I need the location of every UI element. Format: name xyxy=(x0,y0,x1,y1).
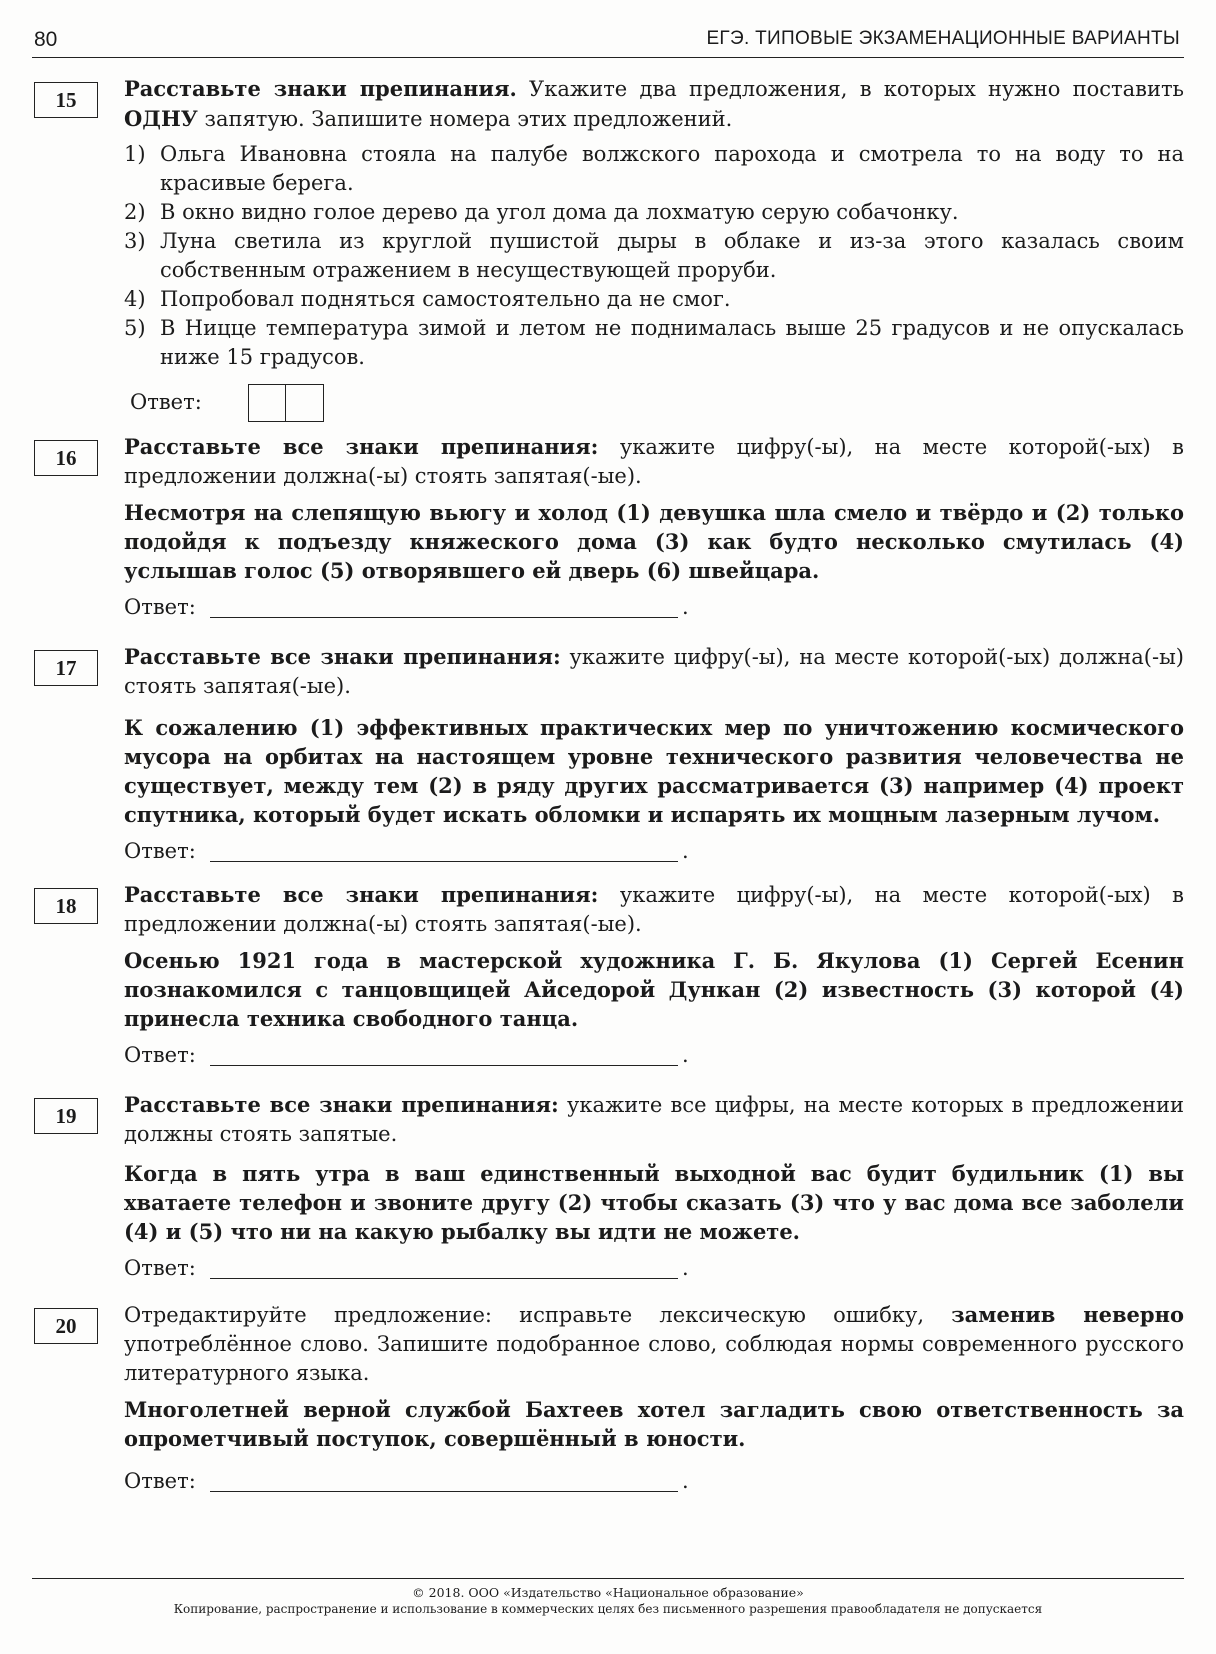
page-header xyxy=(32,22,1184,56)
footer-copyright: © 2018. ООО «Издательство «Национальное образование» xyxy=(412,1585,804,1600)
option-text: Попробовал подняться самостоятельно да не смог. xyxy=(160,287,731,311)
task-instruction xyxy=(124,1090,1184,1149)
footer-rule xyxy=(32,1578,1184,1579)
option-number: 2) xyxy=(124,200,146,224)
answer-box-divider xyxy=(285,385,286,421)
answer-line[interactable] xyxy=(210,1065,678,1066)
page-number: 80 xyxy=(34,28,58,51)
task-body xyxy=(124,74,1184,424)
instruction-text: укажите все цифры, на месте которых в предложении должны стоять запятые. xyxy=(124,1093,1184,1146)
instruction-text: укажите цифру(-ы), на месте которой(-ых) в предложении должна(-ы) стоять запятая(-ые). xyxy=(124,883,1184,936)
answer-boxes[interactable] xyxy=(248,384,324,422)
footer-notice: Копирование, распространение и использование в коммерческих целях без письменного разрешения правообладателя не допускается xyxy=(173,1602,1043,1616)
task-body xyxy=(124,642,1184,867)
task-body xyxy=(124,1090,1184,1284)
task-instruction xyxy=(124,642,1184,701)
options-list xyxy=(124,140,1184,372)
option-item xyxy=(124,227,1184,285)
answer-row xyxy=(124,837,1184,867)
answer-label: Ответ: xyxy=(130,390,202,414)
answer-line[interactable] xyxy=(210,1278,678,1279)
task-body xyxy=(124,1300,1184,1497)
option-text: Луна светила из круглой пушистой дыры в облаке и из-за этого казалась своим собственным отражением в несуществующей проруби. xyxy=(160,229,1184,282)
task-number: 20 xyxy=(34,1308,98,1344)
instruction-text: Отредактируйте предложение: исправьте лексическую ошибку, xyxy=(124,1303,952,1327)
answer-label: Ответ: xyxy=(124,595,196,619)
answer-period: . xyxy=(682,839,689,863)
answer-period: . xyxy=(682,1256,689,1280)
answer-period: . xyxy=(682,595,689,619)
option-number: 5) xyxy=(124,316,146,340)
answer-line[interactable] xyxy=(210,617,678,618)
instruction-bold: Расставьте все знаки препинания: xyxy=(124,1092,559,1117)
option-item xyxy=(124,140,1184,198)
page-footer xyxy=(32,1584,1184,1618)
task-number: 17 xyxy=(34,650,98,686)
answer-period: . xyxy=(682,1043,689,1067)
task-sentence: Осенью 1921 года в мастерской художника Г. Б. Якулова (1) Сергей Есенин познакомился с танцовщицей Айседорой Дункан (2) известность (3) которой (4) принесла техника свободного танца. xyxy=(124,948,1184,1031)
instruction-bold: Расставьте знаки препинания. xyxy=(124,76,517,101)
task-sentence: Многолетней верной службой Бахтеев хотел загладить свою ответственность за опрометчивый поступок, совершённый в юности. xyxy=(124,1397,1184,1451)
task-instruction xyxy=(124,74,1184,134)
answer-label: Ответ: xyxy=(124,1256,196,1280)
header-rule xyxy=(32,57,1184,58)
option-text: В Ницце температура зимой и летом не поднималась выше 25 градусов и не опускалась ниже 15 градусов. xyxy=(160,316,1184,369)
answer-label: Ответ: xyxy=(124,1043,196,1067)
instruction-emphasis: заменив неверно xyxy=(951,1302,1184,1327)
option-number: 3) xyxy=(124,229,146,253)
task-body xyxy=(124,432,1184,623)
task-sentence: К сожалению (1) эффективных практических мер по уничтожению космического мусора на орбитах на настоящем уровне технического развития человечества не существует, между тем (2) в ряду других рассматривается (3) например (4) проект спутника, который будет искать обломки и испарять их мощным лазерным лучом. xyxy=(124,715,1184,827)
instruction-bold: Расставьте все знаки препинания: xyxy=(124,644,561,669)
answer-row xyxy=(124,384,1184,424)
instruction-bold: Расставьте все знаки препинания: xyxy=(124,882,599,907)
task-sentence: Когда в пять утра в ваш единственный выходной вас будит будильник (1) вы хватаете телефон и звоните другу (2) чтобы сказать (3) что у вас дома все заболели (4) и (5) что ни на какую рыбалку вы идти не можете. xyxy=(124,1161,1184,1244)
option-item xyxy=(124,314,1184,372)
answer-label: Ответ: xyxy=(124,1469,196,1493)
option-number: 1) xyxy=(124,142,146,166)
answer-line[interactable] xyxy=(210,861,678,862)
task-number: 16 xyxy=(34,440,98,476)
task-instruction xyxy=(124,880,1184,939)
option-text: Ольга Ивановна стояла на палубе волжского парохода и смотрела то на воду то на красивые берега. xyxy=(160,142,1184,195)
option-number: 4) xyxy=(124,287,146,311)
task-body xyxy=(124,880,1184,1071)
task-instruction xyxy=(124,1300,1184,1388)
answer-line[interactable] xyxy=(210,1491,678,1492)
answer-row xyxy=(124,1041,1184,1071)
option-text: В окно видно голое дерево да угол дома да лохматую серую собачонку. xyxy=(160,200,959,224)
task-sentence: Несмотря на слепящую вьюгу и холод (1) девушка шла смело и твёрдо и (2) только подойдя к подъезду княжеского дома (3) как будто несколько смутилась (4) услышав голос (5) отворявшего ей дверь (6) швейцара. xyxy=(124,500,1184,583)
task-number: 15 xyxy=(34,82,98,118)
instruction-text: запятую. Запишите номера этих предложений. xyxy=(197,107,733,131)
instruction-emphasis: ОДНУ xyxy=(124,106,198,131)
instruction-bold: Расставьте все знаки препинания: xyxy=(124,434,599,459)
option-item xyxy=(124,198,1184,227)
instruction-text: укажите цифру(-ы), на месте которой(-ых) должна(-ы) стоять запятая(-ые). xyxy=(124,645,1184,698)
answer-period: . xyxy=(682,1469,689,1493)
answer-row xyxy=(124,1254,1184,1284)
task-number: 18 xyxy=(34,888,98,924)
series-title: ЕГЭ. ТИПОВЫЕ ЭКЗАМЕНАЦИОННЫЕ ВАРИАНТЫ xyxy=(706,28,1180,49)
instruction-text: укажите цифру(-ы), на месте которой(-ых) в предложении должна(-ы) стоять запятая(-ые). xyxy=(124,435,1184,488)
answer-label: Ответ: xyxy=(124,839,196,863)
task-number: 19 xyxy=(34,1098,98,1134)
answer-row xyxy=(124,1467,1184,1497)
instruction-text: Укажите два предложения, в которых нужно поставить xyxy=(516,77,1184,101)
answer-row xyxy=(124,593,1184,623)
task-instruction xyxy=(124,432,1184,491)
instruction-text: употреблённое слово. Запишите подобранное слово, соблюдая нормы современного русского литературного языка. xyxy=(124,1332,1184,1385)
option-item xyxy=(124,285,1184,314)
